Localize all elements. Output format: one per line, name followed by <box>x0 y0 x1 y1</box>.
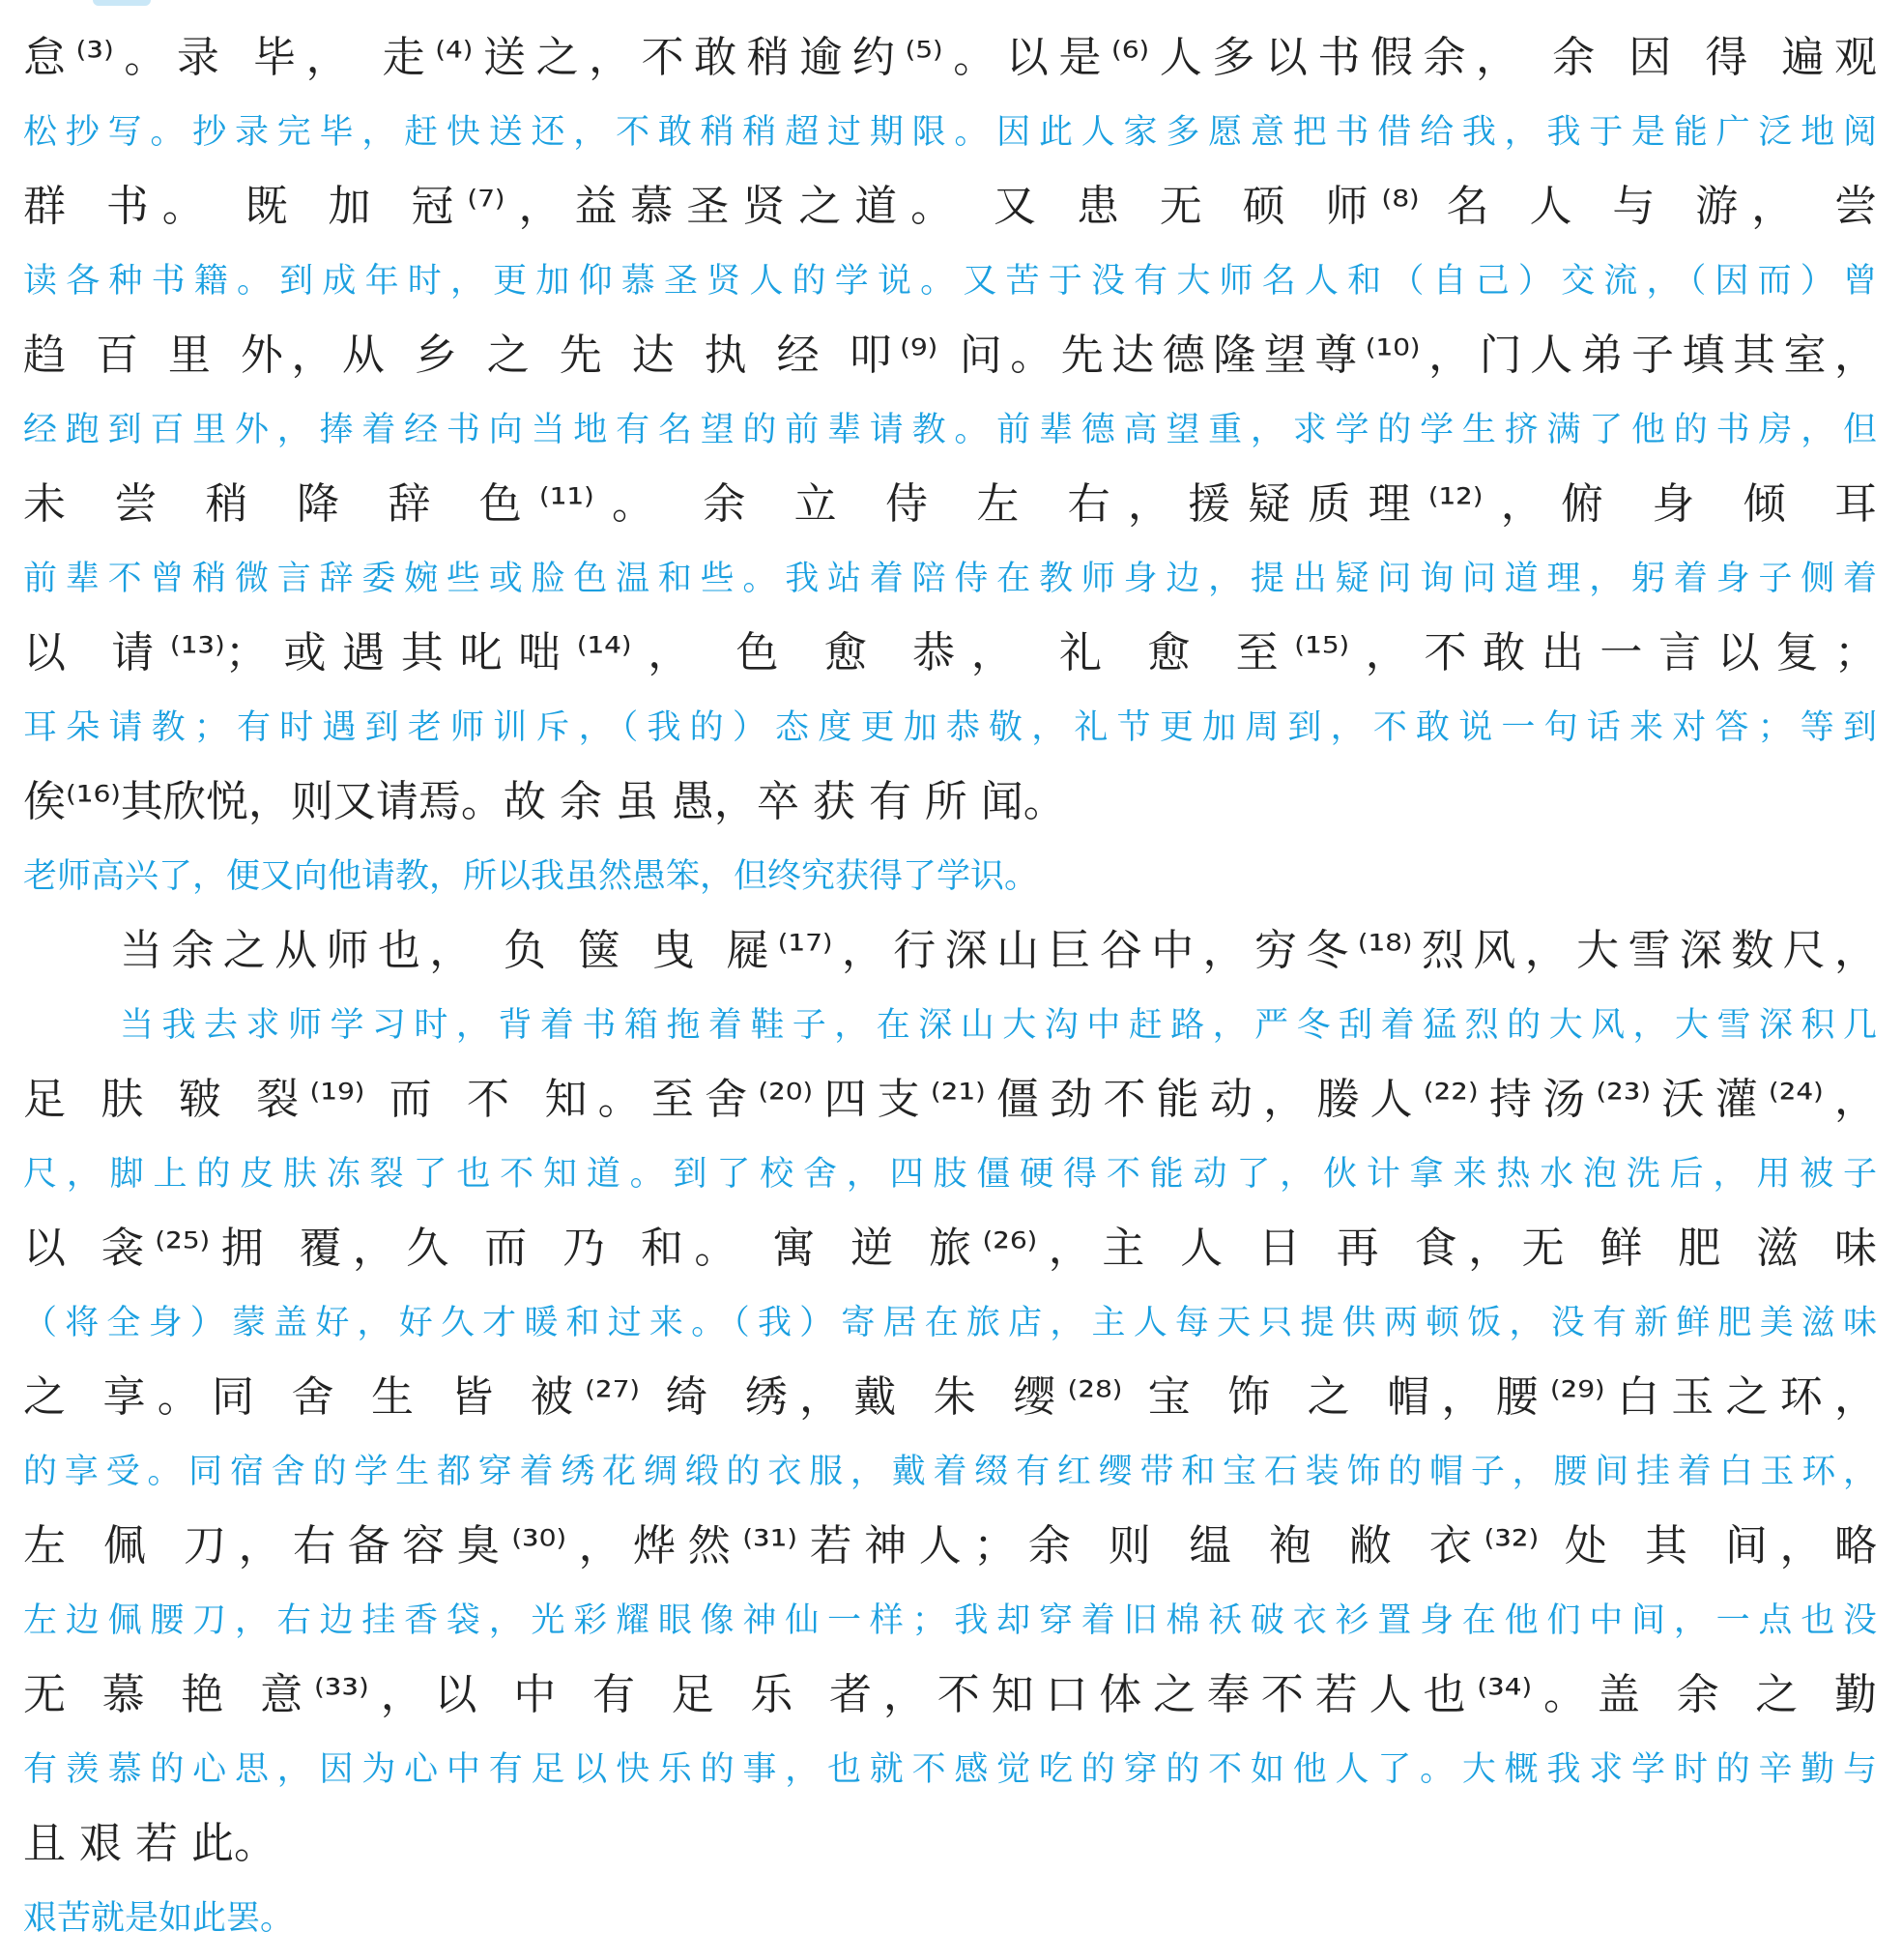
original-line-13: 且 艰 若 此。 <box>23 1819 276 1868</box>
original-line-7: 当余之从师也， 负 箧 曳 屣⁽¹⁷⁾，行深山巨谷中，穷冬⁽¹⁸⁾烈风，大雪深数尺， <box>120 926 1877 975</box>
translation-line-13: 艰苦就是如此罢。 <box>23 1899 295 1938</box>
original-line-9: 以 衾⁽²⁵⁾拥 覆，久 而 乃 和。 寓 逆 旅⁽²⁶⁾，主 人 日 再 食，无 鲜 肥 滋 味 <box>23 1224 1877 1273</box>
original-line-1: 怠⁽³⁾。录 毕， 走⁽⁴⁾送之，不敢稍逾约⁽⁵⁾。以是⁽⁶⁾人多以书假余， 余 因 得 遍观 <box>23 33 1877 82</box>
translation-line-9: （将全身）蒙盖好，好久才暖和过来。（我）寄居在旅店，主人每天只提供两顿饭，没有新鲜肥美滋味 <box>23 1304 1877 1342</box>
original-line-10: 之 享。同 舍 生 皆 被⁽²⁷⁾ 绮 绣，戴 朱 缨⁽²⁸⁾ 宝 饰 之 帽，腰⁽²⁹⁾白玉之环， <box>23 1372 1877 1422</box>
translation-line-12: 有羡慕的心思，因为心中有足以快乐的事，也就不感觉吃的穿的不如他人了。大概我求学时的辛勤与 <box>23 1750 1877 1789</box>
translation-line-8: 尺，脚上的皮肤冻裂了也不知道。到了校舍，四肢僵硬得不能动了，伙计拿来热水泡洗后，用被子 <box>23 1155 1877 1194</box>
original-line-6: 俟⁽¹⁶⁾其欣悦，则又请焉。故 余 虽 愚，卒 获 有 所 闻。 <box>23 777 1066 826</box>
original-line-3: 趋 百 里 外，从 乡 之 先 达 执 经 叩⁽⁹⁾ 问。先达德隆望尊⁽¹⁰⁾，门人弟子填其室， <box>23 331 1877 380</box>
translation-line-7: 当我去求师学习时，背着书箱拖着鞋子，在深山大沟中赶路，严冬刮着猛烈的大风，大雪深积几 <box>120 1006 1877 1045</box>
translation-line-11: 左边佩腰刀，右边挂香袋，光彩耀眼像神仙一样；我却穿着旧棉袄破衣衫置身在他们中间，一点也没 <box>23 1601 1877 1640</box>
translation-line-6: 老师高兴了，便又向他请教，所以我虽然愚笨，但终究获得了学识。 <box>23 857 1039 896</box>
translation-line-3: 经跑到百里外，捧着经书向当地有名望的前辈请教。前辈德高望重，求学的学生挤满了他的书房，但 <box>23 411 1877 449</box>
translation-line-1: 松抄写。抄录完毕，赶快送还，不敢稍稍超过期限。因此人家多愿意把书借给我，我于是能广泛地阅 <box>23 113 1877 152</box>
translation-line-4: 前辈不曾稍微言辞委婉些或脸色温和些。我站着陪侍在教师身边，提出疑问询问道理，躬着身子侧着 <box>23 560 1877 598</box>
original-line-8: 足 肤 皲 裂⁽¹⁹⁾ 而 不 知。至舍⁽²⁰⁾四支⁽²¹⁾僵劲不能动，媵人⁽²²⁾持汤⁽²³⁾沃灌⁽²⁴⁾， <box>23 1075 1877 1124</box>
translation-line-2: 读各种书籍。到成年时，更加仰慕圣贤人的学说。又苦于没有大师名人和（自己）交流，（因而）曾 <box>23 262 1877 301</box>
original-line-12: 无 慕 艳 意⁽³³⁾，以 中 有 足 乐 者，不知口体之奉不若人也⁽³⁴⁾。盖 余 之 勤 <box>23 1670 1877 1719</box>
original-line-2: 群 书。 既 加 冠⁽⁷⁾，益慕圣贤之道。 又 患 无 硕 师⁽⁸⁾ 名 人 与 游， 尝 <box>23 182 1877 231</box>
text-page <box>23 25 1877 1960</box>
translation-line-5: 耳朵请教；有时遇到老师训斥，（我的）态度更加恭敬，礼节更加周到，不敢说一句话来对答；等到 <box>23 708 1877 747</box>
original-line-4: 未 尝 稍 降 辞 色⁽¹¹⁾。 余 立 侍 左 右，援疑质理⁽¹²⁾，俯 身 倾 耳 <box>23 479 1877 529</box>
decorative-top-mark <box>93 0 151 6</box>
original-line-11: 左 佩 刀，右备容臭⁽³⁰⁾，烨然⁽³¹⁾若神人；余 则 缊 袍 敝 衣⁽³²⁾ 处 其 间，略 <box>23 1521 1877 1571</box>
original-line-5: 以 请⁽¹³⁾；或遇其叱咄⁽¹⁴⁾， 色 愈 恭， 礼 愈 至⁽¹⁵⁾，不敢出一言以复； <box>23 628 1877 677</box>
translation-line-10: 的享受。同宿舍的学生都穿着绣花绸缎的衣服，戴着缀有红缨带和宝石装饰的帽子，腰间挂着白玉环， <box>23 1453 1877 1491</box>
